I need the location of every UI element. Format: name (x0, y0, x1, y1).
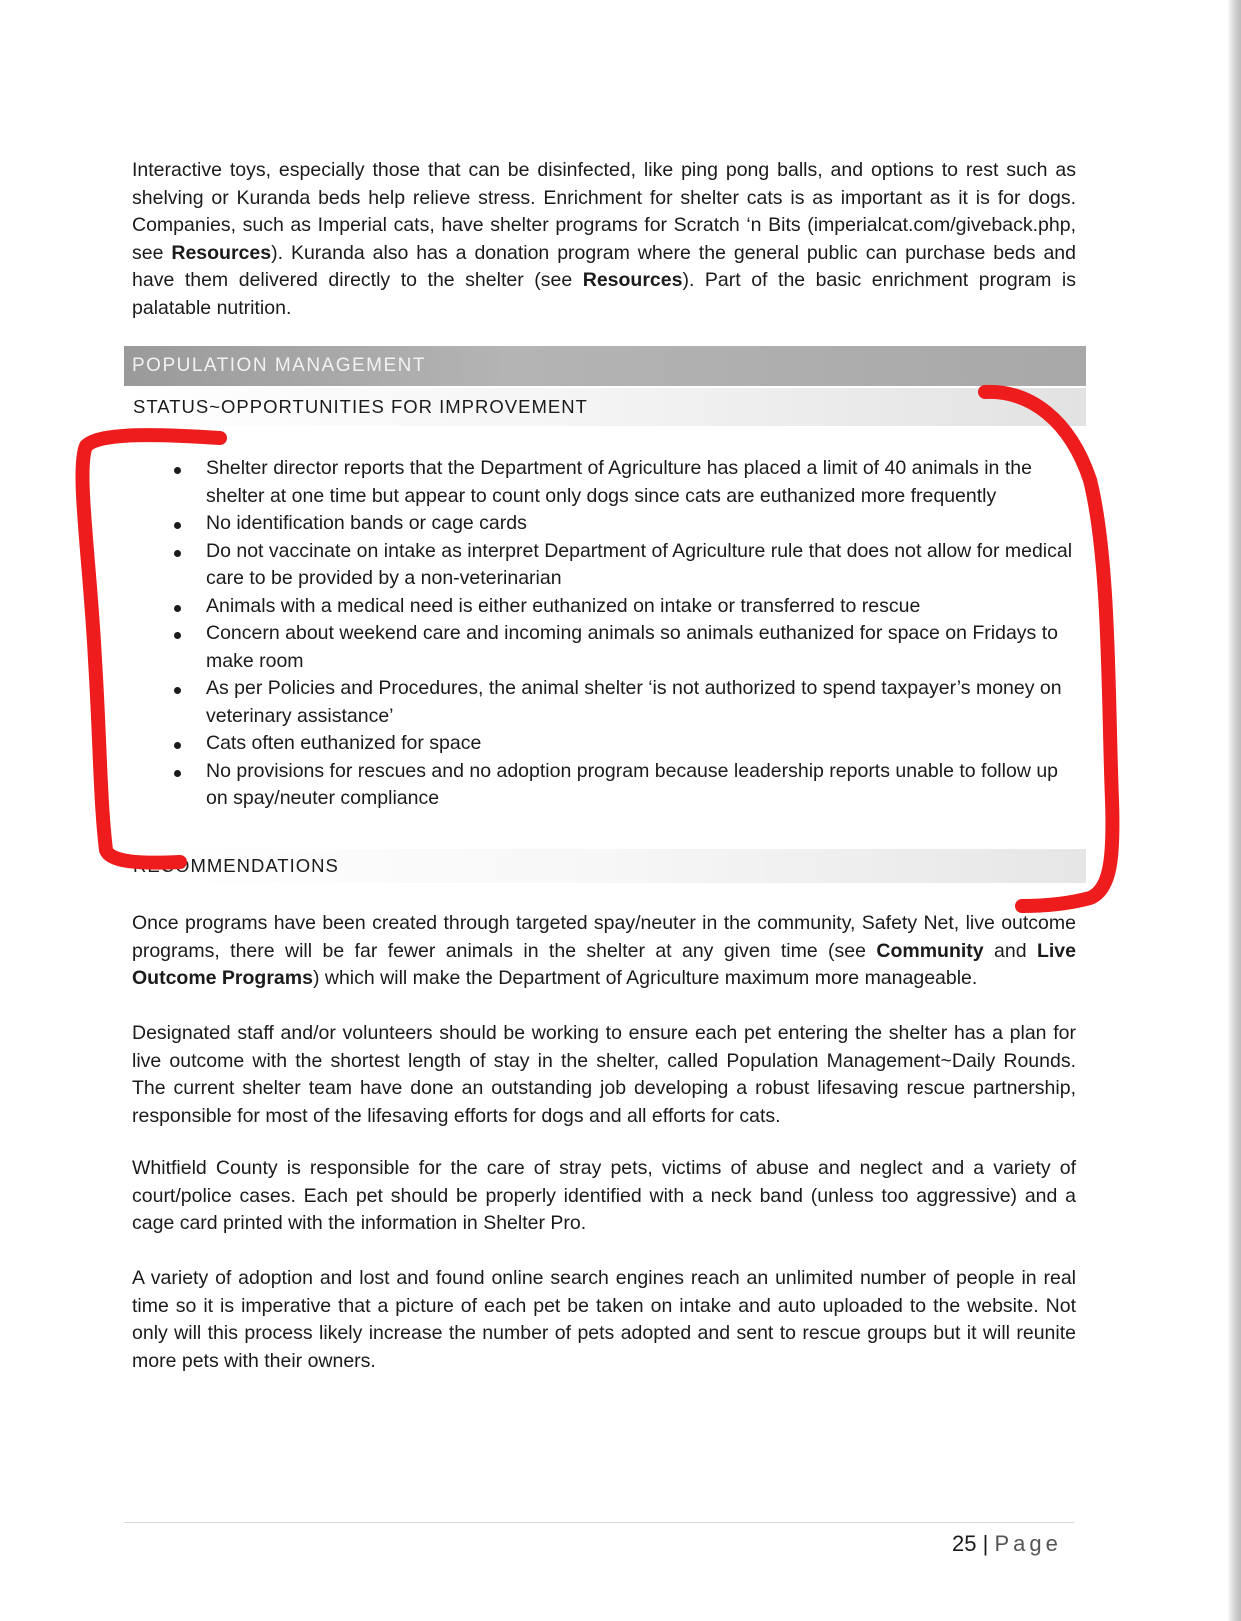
status-heading: STATUS~OPPORTUNITIES FOR IMPROVEMENT (133, 396, 588, 417)
left-bracket-mark (82, 435, 220, 863)
recommendation-paragraph-2: Designated staff and/or volunteers should be working to ensure each pet entering the shelter has a plan for live outcome with the shortest length of stay in the shelter, called Population Management~Daily Rounds. The current shelter team have done an outstanding job developing a robust lifesaving rescue partnership, responsible for most of the lifesaving efforts for dogs and all efforts for cats. (132, 1022, 1076, 1127)
list-item: No identification bands or cage cards (168, 510, 1076, 538)
scan-edge-shadow (1227, 0, 1241, 1621)
list-item: Concern about weekend care and incoming animals so animals euthanized for space on Fridays to make room (168, 620, 1076, 675)
list-item: As per Policies and Procedures, the animal shelter ‘is not authorized to spend taxpayer’s money on veterinary assistance’ (168, 675, 1076, 730)
page-label: Page (994, 1531, 1062, 1556)
page-number: 25 (952, 1531, 977, 1556)
recommendations-heading: RECOMMENDATIONS (133, 855, 339, 876)
recommendation-paragraph-1: Once programs have been created through targeted spay/neuter in the community, Safety Net, live outcome programs, there will be far fewer animals in the shelter at any given time (see Community and Live Outcome Programs) which will make the Department of Agriculture maximum more manageable. (132, 912, 1076, 989)
list-item: Do not vaccinate on intake as interpret Department of Agriculture rule that does not allow for medical care to be provided by a non-veterinarian (168, 538, 1076, 593)
list-item: Animals with a medical need is either euthanized on intake or transferred to rescue (168, 593, 1076, 621)
list-item: Cats often euthanized for space (168, 730, 1076, 758)
recommendation-paragraph-4: A variety of adoption and lost and found online search engines reach an unlimited number of people in real time so it is imperative that a picture of each pet be taken on intake and auto uploaded to the website. Not only will this process likely increase the number of pets adopted and sent to rescue groups but it will reunite more pets with their owners. (132, 1267, 1076, 1372)
intro-paragraph: Interactive toys, especially those that can be disinfected, like ping pong balls, and options to rest such as shelving or Kuranda beds help relieve stress. Enrichment for shelter cats is as important as it is for dogs. Companies, such as Imperial cats, have shelter programs for Scratch ‘n Bits (imperialcat.com/giveback.php, see Resources). Kuranda also has a donation program where the general public can purchase beds and have them delivered directly to the shelter (see Resources). Part of the basic enrichment program is palatable nutrition. (132, 159, 1076, 319)
section-title: POPULATION MANAGEMENT (132, 355, 427, 376)
list-item: Shelter director reports that the Department of Agriculture has placed a limit of 40 animals in the shelter at one time but appear to count only dogs since cats are euthanized more frequently (168, 455, 1076, 510)
page-separator: | (982, 1531, 989, 1556)
right-bracket-mark (985, 392, 1112, 906)
recommendation-paragraph-3: Whitfield County is responsible for the care of stray pets, victims of abuse and neglect and a variety of court/police cases. Each pet should be properly identified with a neck band (unless too aggressive) and a cage card printed with the information in Shelter Pro. (132, 1157, 1076, 1234)
list-item: No provisions for rescues and no adoption program because leadership reports unable to follow up on spay/neuter compliance (168, 758, 1076, 813)
